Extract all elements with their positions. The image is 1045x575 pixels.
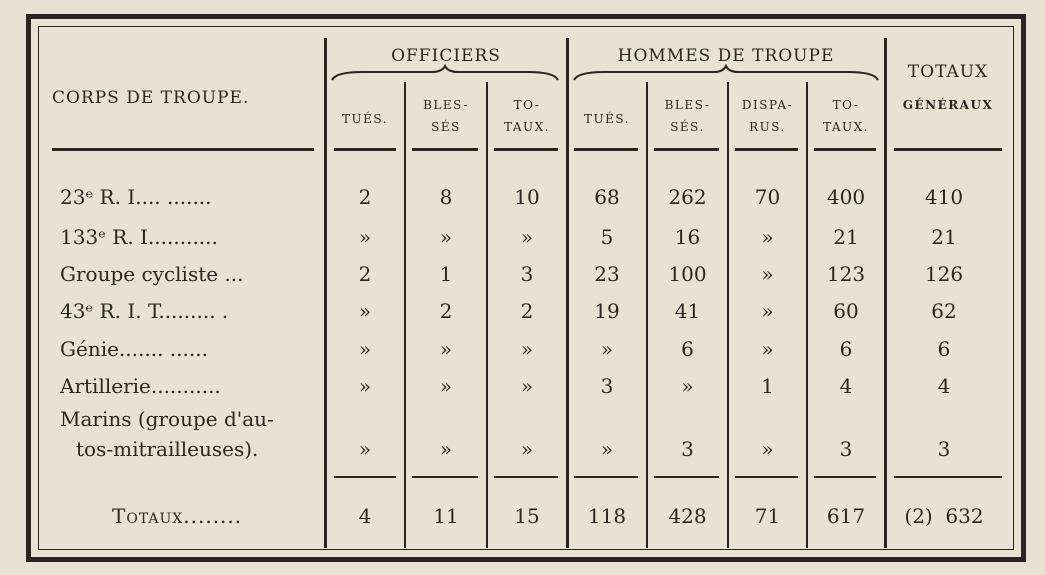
- table-cell: 2: [358, 262, 372, 286]
- header-rule: [52, 148, 314, 151]
- table-cell: »: [761, 437, 774, 461]
- subheader-line2: RUS.: [749, 120, 786, 134]
- table-cell: »: [439, 437, 453, 461]
- header-rule: [735, 148, 798, 151]
- table-cell: 68: [594, 185, 620, 209]
- subheader-line1: BLES-: [664, 98, 711, 112]
- row-label: Groupe cycliste ...: [60, 262, 244, 286]
- totals-cell: 11: [433, 504, 459, 528]
- row-label: Artillerie...........: [60, 374, 221, 398]
- table-cell: »: [761, 225, 774, 249]
- totals-rule: [814, 476, 876, 478]
- table-cell: »: [439, 225, 453, 249]
- table-cell: »: [358, 437, 372, 461]
- row-label-cont: tos-mitrailleuses).: [76, 437, 259, 461]
- table-cell: »: [761, 262, 774, 286]
- officiers-brace: [332, 66, 558, 86]
- table-cell: »: [520, 337, 534, 361]
- header-totaux: TOTAUX: [907, 62, 989, 82]
- table-cell: 21: [931, 225, 957, 249]
- header-rule: [894, 148, 1002, 151]
- table-cell: 1: [439, 262, 453, 286]
- table-cell: 70: [754, 185, 781, 209]
- table-cell: »: [520, 437, 534, 461]
- totals-rule: [654, 476, 719, 478]
- table-cell: 400: [826, 185, 866, 209]
- header-officiers: OFFICIERS: [391, 46, 501, 66]
- subheader-line2: SÉS.: [670, 120, 705, 134]
- row-label: 43ᵉ R. I. T......... .: [60, 299, 229, 323]
- header-rule: [574, 148, 638, 151]
- table-cell: 1: [761, 374, 774, 398]
- table-cell: 10: [514, 185, 540, 209]
- table-cell: 2: [439, 299, 453, 323]
- table-cell: 4: [937, 374, 951, 398]
- table-cell: »: [600, 437, 614, 461]
- table-cell: 6: [681, 337, 694, 361]
- table-cell: 41: [674, 299, 701, 323]
- row-label: 133ᵉ R. I...........: [60, 225, 218, 249]
- subheader-line1: DISPA-: [741, 98, 794, 112]
- header-rule: [494, 148, 558, 151]
- totals-label: Totaux........: [112, 504, 243, 528]
- table-cell: 60: [833, 299, 859, 323]
- totals-cell: 4: [358, 504, 372, 528]
- hommes-brace: [574, 66, 878, 86]
- table-cell: »: [358, 374, 372, 398]
- table-cell: »: [358, 337, 372, 361]
- header-rule: [412, 148, 478, 151]
- table-cell: 126: [924, 262, 964, 286]
- subheader-line2: SÉS: [431, 120, 461, 134]
- subheader-line1: TUÉS.: [584, 112, 630, 126]
- table-cell: 3: [600, 374, 614, 398]
- header-hommes: HOMMES DE TROUPE: [617, 46, 835, 66]
- subheader-line2: TAUX.: [823, 120, 869, 134]
- totals-cell: 71: [754, 504, 781, 528]
- totals-cell: 617: [826, 504, 866, 528]
- subheader-line1: TO-: [832, 98, 860, 112]
- table-cell: 2: [520, 299, 534, 323]
- table-cell: 3: [839, 437, 853, 461]
- table-cell: 4: [839, 374, 853, 398]
- subheader-line2: TAUX.: [504, 120, 550, 134]
- table-cell: »: [358, 299, 372, 323]
- row-label: Marins (groupe d'au-: [60, 407, 274, 431]
- table-cell: »: [439, 374, 453, 398]
- totals-rule: [735, 476, 798, 478]
- totals-rule: [334, 476, 396, 478]
- table-cell: »: [600, 337, 614, 361]
- totals-cell: 15: [514, 504, 540, 528]
- header-rule: [654, 148, 719, 151]
- table-cell: 3: [681, 437, 694, 461]
- table-cell: »: [520, 374, 534, 398]
- header-generaux: GÉNÉRAUX: [902, 98, 994, 112]
- row-label: Génie....... ......: [60, 337, 208, 361]
- table-cell: »: [439, 337, 453, 361]
- header-corps: CORPS DE TROUPE.: [52, 88, 250, 108]
- header-rule: [334, 148, 396, 151]
- totals-cell: 428: [668, 504, 707, 528]
- totals-rule: [574, 476, 638, 478]
- subheader-line1: TUÉS.: [342, 112, 388, 126]
- table-cell: 410: [924, 185, 964, 209]
- table-cell: 8: [439, 185, 453, 209]
- table-cell: »: [681, 374, 694, 398]
- totals-rule: [894, 476, 1002, 478]
- table-cell: 3: [937, 437, 951, 461]
- table-cell: 2: [358, 185, 372, 209]
- table-cell: »: [761, 337, 774, 361]
- table-cell: 23: [594, 262, 620, 286]
- header-rule: [814, 148, 876, 151]
- table-cell: »: [520, 225, 534, 249]
- table-cell: »: [358, 225, 372, 249]
- totals-cell: 118: [587, 504, 627, 528]
- table-cell: 262: [668, 185, 707, 209]
- table-cell: »: [761, 299, 774, 323]
- totals-cell: (2) 632: [904, 504, 984, 528]
- table-cell: 5: [600, 225, 614, 249]
- row-label: 23ᵉ R. I.... .......: [60, 185, 212, 209]
- table-cell: 3: [520, 262, 534, 286]
- table-cell: 6: [839, 337, 853, 361]
- table-cell: 19: [594, 299, 620, 323]
- table-cell: 62: [931, 299, 957, 323]
- table-cell: 123: [826, 262, 866, 286]
- table-cell: 6: [937, 337, 951, 361]
- subheader-line1: TO-: [513, 98, 541, 112]
- subheader-line1: BLES-: [423, 98, 469, 112]
- table-cell: 21: [833, 225, 859, 249]
- table-cell: 16: [674, 225, 701, 249]
- table-cell: 100: [668, 262, 707, 286]
- totals-rule: [494, 476, 558, 478]
- totals-rule: [412, 476, 478, 478]
